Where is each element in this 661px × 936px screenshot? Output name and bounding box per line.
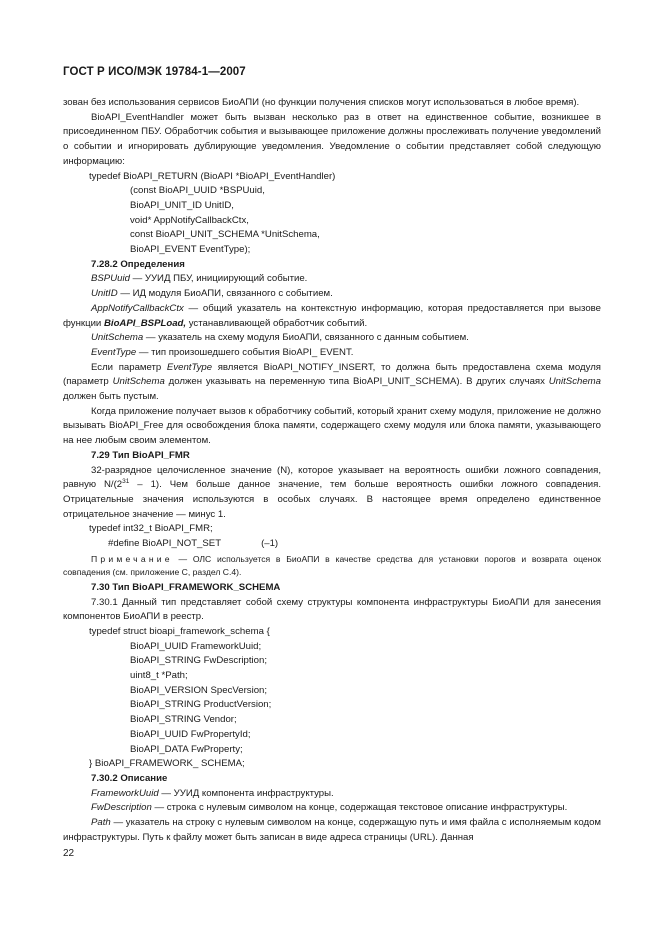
code-line: (const BioAPI_UUID *BSPUuid, xyxy=(130,185,265,197)
code-line: BioAPI_VERSION SpecVersion; xyxy=(130,684,268,696)
text-run: должен быть пустым. xyxy=(63,391,159,403)
definition-item xyxy=(63,331,601,346)
text-run: должен указывать на переменную типа BioAPI_UNIT_SCHEMA). В других случаях xyxy=(164,376,549,388)
paragraph: 7.30.1 Данный тип представляет собой схему структуры компонента инфраструктуры БиоАПИ для занесения компонентов БиоАПИ в реестр. xyxy=(63,596,601,623)
definition-text: — строка с нулевым символом на конце, содержащая текстовое описание инфраструктуры. xyxy=(151,802,568,814)
section-heading: 7.29 Тип BioAPI_FMR xyxy=(91,449,190,461)
page-body xyxy=(63,96,601,845)
param-name: UnitSchema xyxy=(112,376,165,388)
text-run: Если параметр xyxy=(91,361,167,373)
definition-term: UnitSchema xyxy=(91,332,144,344)
text-run: 32-разрядное целочисленное значение (N), которое указывает на вероятность ошибки ложного совпадения, равную N/(2 xyxy=(63,464,601,491)
definition-item xyxy=(63,272,601,287)
section-heading: 7.30.2 Описание xyxy=(91,772,168,784)
code-line: BioAPI_DATA FwProperty; xyxy=(130,743,243,755)
definition-item xyxy=(63,287,601,302)
definition-item xyxy=(63,346,601,361)
definition-term: EventType xyxy=(91,346,137,358)
definition-text: — УУИД компонента инфраструктуры. xyxy=(158,787,334,799)
note-label: Примечание xyxy=(91,553,173,564)
note-text: — ОЛС используется в БиоАПИ в качестве средства для установки порогов и возврата оценок совпадения (см. приложение С, раздел С.4). xyxy=(63,553,601,577)
code-line: BioAPI_EVENT EventType); xyxy=(130,244,251,256)
text-run: является BioAPI_NOTIFY_INSERT, то должна быть предоставлена схема модуля (параметр xyxy=(63,361,601,388)
code-line: BioAPI_STRING FwDescription; xyxy=(130,655,268,667)
paragraph: зован без использования сервисов БиоАПИ (но функции получения списков могут использоваться в любое время). xyxy=(63,97,580,108)
code-line: typedef int32_t BioAPI_FMR; xyxy=(89,523,213,535)
document-header: ГОСТ Р ИСО/МЭК 19784-1—2007 xyxy=(63,66,246,78)
definition-term: AppNotifyCallbackCtx xyxy=(91,302,184,314)
code-line: typedef struct bioapi_framework_schema { xyxy=(89,625,270,637)
code-line: BioAPI_STRING Vendor; xyxy=(130,714,237,726)
param-name: UnitSchema xyxy=(548,376,601,388)
definition-text: — тип произошедшего события BioAPI_ EVENT. xyxy=(136,346,354,358)
definition-text: — указатель на схему модуля БиоАПИ, связанного с данным событием. xyxy=(143,332,469,344)
definition-term: UnitID xyxy=(91,288,118,300)
note xyxy=(63,553,601,579)
definition-item xyxy=(63,787,601,802)
param-name: EventType xyxy=(166,361,213,373)
definition-item xyxy=(63,302,601,331)
section-heading: 7.30 Тип BioAPI_FRAMEWORK_SCHEMA xyxy=(91,581,281,593)
section-heading: 7.28.2 Определения xyxy=(91,258,185,270)
definition-text: устанавливающей обработчик событий. xyxy=(186,317,368,329)
code-line: } BioAPI_FRAMEWORK_ SCHEMA; xyxy=(89,758,245,770)
definition-term: BSPUuid xyxy=(91,273,130,285)
code-line: const BioAPI_UNIT_SCHEMA *UnitSchema, xyxy=(130,229,320,241)
definition-item xyxy=(63,816,601,845)
text-run: – 1). Чем больше данное значение, тем больше вероятность ошибки ложного совпадения. Отрицательные значения используются в особых случаях. В настоящее время определено единственное отрицательное значение — минус 1. xyxy=(63,479,601,520)
code-line: typedef BioAPI_RETURN (BioAPI *BioAPI_EventHandler) xyxy=(89,170,336,182)
definition-term: FwDescription xyxy=(91,802,152,814)
definition-text: — общий указатель на контекстную информацию, которая предоставляется при вызове функции xyxy=(63,302,601,329)
paragraph xyxy=(63,464,601,523)
code-line: BioAPI_STRING ProductVersion; xyxy=(130,699,272,711)
code-text: #define BioAPI_NOT_SET xyxy=(108,538,222,550)
code-line: BioAPI_UNIT_ID UnitID, xyxy=(130,199,234,211)
code-line xyxy=(63,537,601,552)
paragraph xyxy=(63,361,601,405)
code-text: (–1) xyxy=(261,538,279,550)
paragraph: BioAPI_EventHandler может быть вызван несколько раз в ответ на единственное событие, возникшее в присоединенном ПБУ. Обработчик события и вызывающее приложение должны прослеживать получение уведомлений о событии и игнорировать дублирующие уведомления. Уведомление о событии представляет собой следующую информацию: xyxy=(63,111,601,167)
page-number: 22 xyxy=(63,848,75,859)
definition-term: FrameworkUuid xyxy=(91,787,159,799)
superscript: 31 xyxy=(122,478,130,486)
code-line: void* AppNotifyCallbackCtx, xyxy=(130,214,249,226)
code-line: uint8_t *Path; xyxy=(130,670,188,682)
definition-text: — ИД модуля БиоАПИ, связанного с событием. xyxy=(117,288,333,300)
definition-text: — указатель на строку с нулевым символом на конце, содержащую путь и имя файла с исполняемым кодом инфраструктуры. Путь к файлу может быть записан в виде адреса страницы (URL). Данная xyxy=(63,817,601,843)
definition-item xyxy=(63,801,601,816)
code-line: BioAPI_UUID FwPropertyId; xyxy=(130,728,251,740)
function-name: BioAPI_BSPLoad, xyxy=(103,317,187,329)
definition-text: — УУИД ПБУ, инициирующий событие. xyxy=(129,273,308,285)
code-line: BioAPI_UUID FrameworkUuid; xyxy=(130,640,262,652)
definition-term: Path xyxy=(91,817,111,829)
paragraph: Когда приложение получает вызов к обработчику событий, который хранит схему модуля, приложение не должно вызывать BioAPI_Free для освобождения блока памяти, содержащего схему модуля или блока памяти, указывающего на нее любым своим элементом. xyxy=(63,405,601,447)
